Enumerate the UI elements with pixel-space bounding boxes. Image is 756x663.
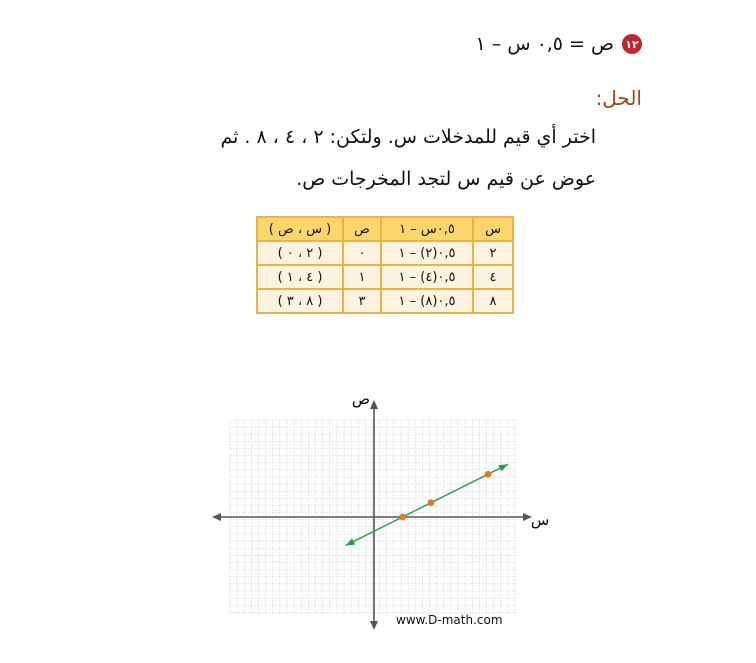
cell-expression: ٠,٥(٨) – ١ (381, 289, 473, 313)
graph-line (346, 464, 508, 545)
cell-y: ١ (343, 265, 381, 289)
cell-x: ٢ (473, 241, 513, 265)
function-table (256, 216, 514, 314)
table-row (257, 241, 513, 265)
header-x: س (473, 217, 513, 241)
cell-pair: ( ٨ ، ٣ ) (257, 289, 343, 313)
cell-pair: ( ٢ ، ٠ ) (257, 241, 343, 265)
cell-expression: ٠,٥(٤) – ١ (381, 265, 473, 289)
solution-heading: الحل: (595, 86, 642, 110)
problem-equation: ص = ٠,٥ س – ١ (475, 33, 614, 55)
plot-point (399, 514, 406, 521)
cell-x: ٤ (473, 265, 513, 289)
watermark: www.D-math.com (396, 613, 503, 627)
x-axis-label: س (530, 511, 550, 529)
header-pair: ( س ، ص ) (257, 217, 343, 241)
problem-statement (476, 33, 642, 55)
cell-y: ٠ (343, 241, 381, 265)
table-row (257, 265, 513, 289)
y-axis-arrow-down (370, 621, 378, 630)
cell-y: ٣ (343, 289, 381, 313)
header-y: ص (343, 217, 381, 241)
plot-layer (346, 464, 508, 545)
y-axis-label: ص (351, 390, 371, 408)
plot-point (428, 499, 435, 506)
line-arrow-start (346, 538, 356, 545)
instruction-line-2: عوض عن قيم س لتجد المخرجات ص. (296, 168, 596, 190)
problem-number-badge: ١٢ (622, 34, 642, 54)
cell-x: ٨ (473, 289, 513, 313)
line-arrow-end (498, 464, 508, 471)
x-axis-arrow-left (212, 513, 221, 521)
coordinate-graph (210, 390, 555, 630)
y-axis-arrow-up (370, 400, 378, 409)
header-expression: ٠,٥س – ١ (381, 217, 473, 241)
instruction-line-1: اختر أي قيم للمدخلات س. ولتكن: ٢ ، ٤ ، ٨ . ثم (220, 126, 596, 148)
cell-pair: ( ٤ ، ١ ) (257, 265, 343, 289)
cell-expression: ٠,٥(٢) – ١ (381, 241, 473, 265)
table-header-row (257, 217, 513, 241)
table-row (257, 289, 513, 313)
plot-point (485, 471, 492, 478)
